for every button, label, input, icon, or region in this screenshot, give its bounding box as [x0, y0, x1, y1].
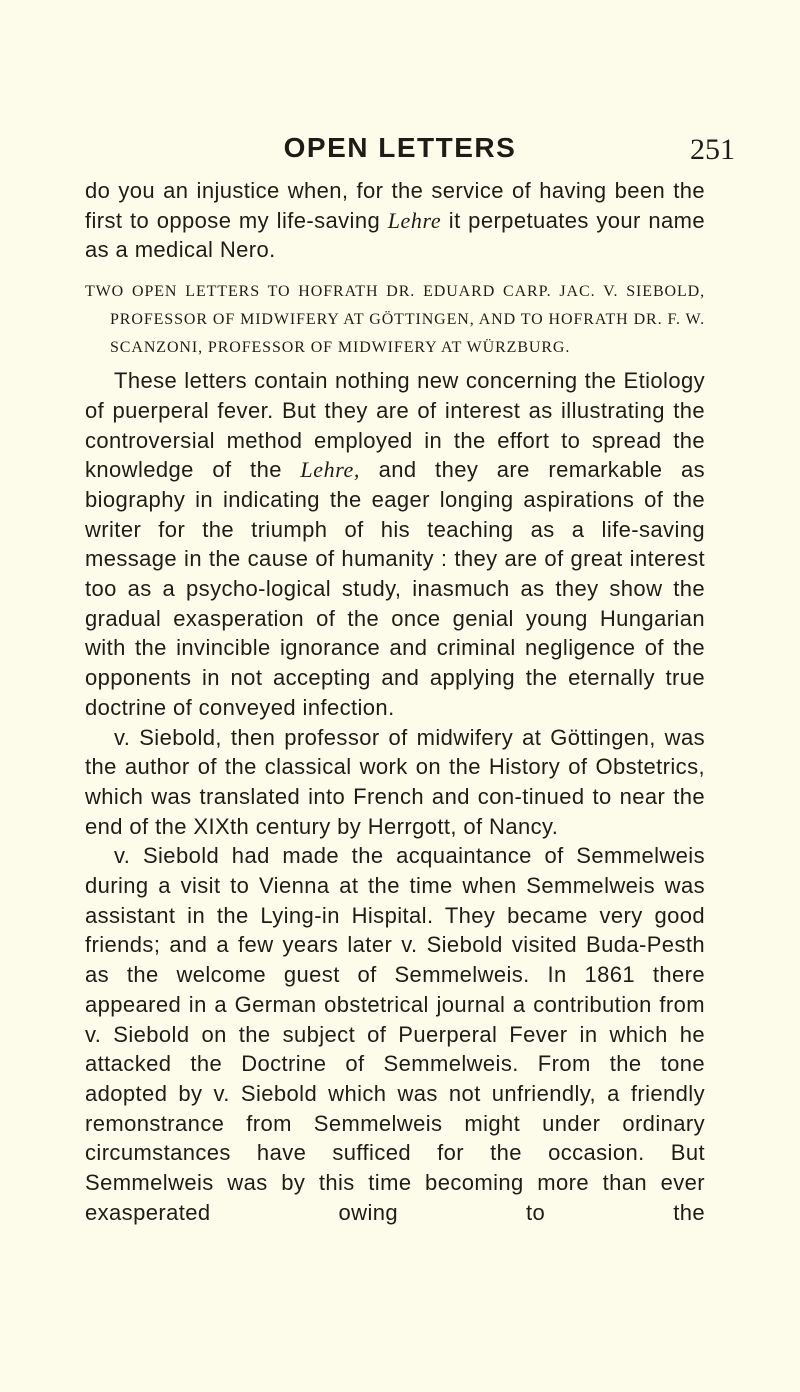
section-heading: TWO OPEN LETTERS TO HOFRATH DR. EDUARD CARP. JAC. V. SIEBOLD, PROFESSOR OF MIDWIFERY AT GÖTTINGEN, AND TO HOFRATH DR. F. W. SCANZONI, PROFESSOR OF MIDWIFERY AT WÜRZBURG.: [85, 283, 705, 357]
italic-term: Lehre,: [300, 457, 361, 483]
italic-term: Lehre: [387, 207, 442, 233]
running-title: OPEN LETTERS: [283, 132, 517, 163]
paragraph-text: do you an injustice when, for the service of having been the first to oppose my life-saving: [85, 178, 705, 233]
paragraph: v. Siebold, then professor of midwifery at Göttingen, was the author of the classical work on the History of Obstetrics, which was translated into French and con-tinued to near the end of the XIXth century by Herrgott, of Nancy.: [85, 724, 705, 839]
paragraph-continuation: [85, 176, 705, 265]
paragraph: [85, 366, 705, 722]
paragraph: v. Siebold had made the acquaintance of Semmelweis during a visit to Vienna at the time when Semmelweis was assistant in the Lying-in Hispital. They became very good friends; and a few years later v. Siebold visited Buda-Pesth as the welcome guest of Semmelweis. In 1861 there appeared in a German obstetrical journal a contribution from v. Siebold on the subject of Puerperal Fever in which he attacked the Doctrine of Semmelweis. From the tone adopted by v. Siebold which was not unfriendly, a friendly remonstrance from Semmelweis might under ordinary circumstances have sufficed for the occasion. But Semmelweis was by this time becoming more than ever exasperated owing to the: [85, 843, 705, 1225]
paragraph-text: it perpetuates your name as a medical Nero.: [85, 207, 705, 263]
page-number: 251: [690, 133, 735, 166]
paragraph-text: These letters contain nothing new concerning the Etiology of puerperal fever. But they are of interest as illustrating the controversial method employed in the effort to spread the knowledge of the: [85, 368, 705, 483]
paragraph-text: and they are remarkable as biography in indicating the eager longing aspirations of the writer for the triumph of his teaching as a life-saving message in the cause of humanity : they are of great interest too as a psycho-logical study, inasmuch as they show the gradual exasperation of the once genial young Hungarian with the invincible ignorance and criminal negligence of the opponents in not accepting and applying the eternally true doctrine of conveyed infection.: [85, 457, 705, 720]
running-head: [0, 130, 800, 170]
body-text: [85, 176, 705, 1228]
